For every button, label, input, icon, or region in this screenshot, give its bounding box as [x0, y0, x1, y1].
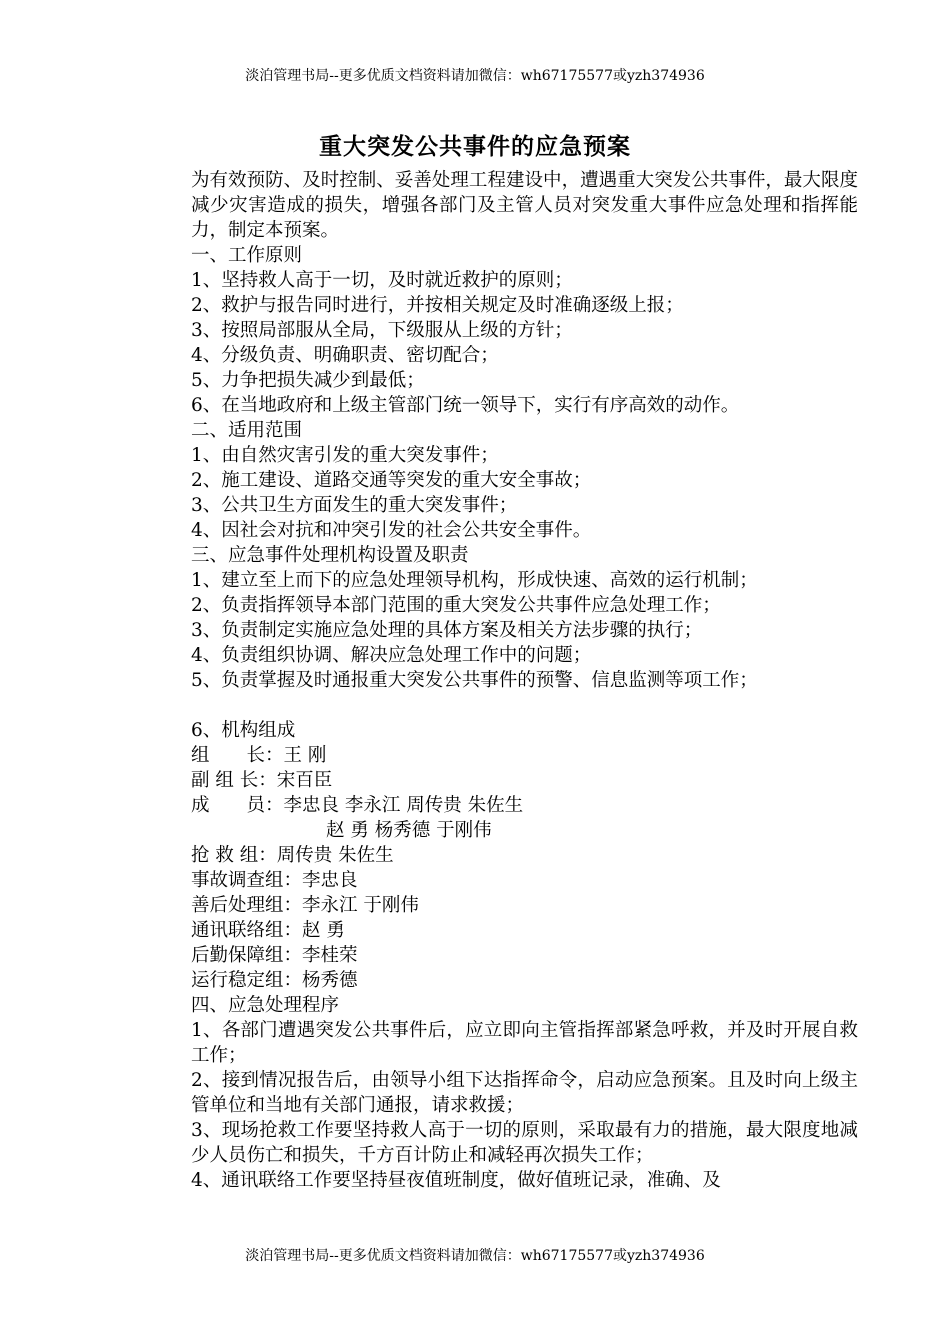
section-heading-organization: 三、应急事件处理机构设置及职责 — [191, 545, 469, 566]
principle-item: 1、坚持救人高于一切，及时就近救护的原则； — [191, 270, 573, 291]
blank-line — [146, 693, 858, 718]
page-header-watermark: 淡泊管理书局--更多优质文档资料请加微信：wh67175577或yzh374936 — [245, 68, 705, 84]
procedure-item: 1、各部门遭遇突发公共事件后，应立即向主管指挥部紧急呼救，并及时开展自救工作； — [191, 1020, 858, 1066]
principle-item: 4、分级负责、明确职责、密切配合； — [191, 345, 499, 366]
page-footer-watermark: 淡泊管理书局--更多优质文档资料请加微信：wh67175577或yzh374936 — [245, 1248, 705, 1264]
section-heading-scope: 二、适用范围 — [191, 420, 303, 441]
principle-item: 2、救护与报告同时进行，并按相关规定及时准确逐级上报； — [191, 295, 684, 316]
duty-item: 4、负责组织协调、解决应急处理工作中的问题； — [191, 645, 592, 666]
org-members-continued: 赵 勇 杨秀德 于刚伟 — [326, 820, 492, 841]
scope-item: 2、施工建设、道路交通等突发的重大安全事故； — [191, 470, 592, 491]
org-members: 成 员：李忠良 李永江 周传贵 朱佐生 — [191, 795, 524, 816]
org-deputy-leader: 副 组 长：宋百臣 — [191, 770, 333, 791]
procedure-item: 2、接到情况报告后，由领导小组下达指挥命令，启动应急预案。且及时向上级主管单位和当地有关部门通报，请求救援； — [191, 1070, 858, 1116]
scope-item: 4、因社会对抗和冲突引发的社会公共安全事件。 — [191, 520, 592, 541]
org-rescue-team: 抢 救 组：周传贵 朱佐生 — [191, 845, 394, 866]
principle-item: 3、按照局部服从全局，下级服从上级的方针； — [191, 320, 573, 341]
org-logistics-team: 后勤保障组：李桂荣 — [191, 945, 358, 966]
document-title: 重大突发公共事件的应急预案 — [319, 134, 631, 160]
org-investigation-team: 事故调查组：李忠良 — [191, 870, 358, 891]
duty-item: 3、负责制定实施应急处理的具体方案及相关方法步骤的执行； — [191, 620, 703, 641]
duty-item: 5、负责掌握及时通报重大突发公共事件的预警、信息监测等项工作； — [191, 670, 758, 691]
duty-item: 1、建立至上而下的应急处理领导机构，形成快速、高效的运行机制； — [191, 570, 758, 591]
org-communication-team: 通讯联络组：赵 勇 — [191, 920, 345, 941]
section-heading-procedure: 四、应急处理程序 — [191, 995, 340, 1016]
org-leader: 组 长：王 刚 — [191, 745, 327, 766]
document-body — [146, 168, 858, 1193]
procedure-item: 4、通讯联络工作要坚持昼夜值班制度，做好值班记录，准确、及 — [191, 1170, 721, 1191]
principle-item: 5、力争把损失减少到最低； — [191, 370, 425, 391]
principle-item: 6、在当地政府和上级主管部门统一领导下，实行有序高效的动作。 — [191, 395, 740, 416]
duty-item: 2、负责指挥领导本部门范围的重大突发公共事件应急处理工作； — [191, 595, 721, 616]
section-heading-principles: 一、工作原则 — [191, 245, 303, 266]
org-stability-team: 运行稳定组：杨秀德 — [191, 970, 358, 991]
duty-item: 6、机构组成 — [191, 720, 296, 741]
org-aftermath-team: 善后处理组：李永江 于刚伟 — [191, 895, 419, 916]
procedure-item: 3、现场抢救工作要坚持救人高于一切的原则，采取最有力的措施，最大限度地减少人员伤亡和损失，千方百计防止和减轻再次损失工作； — [191, 1120, 858, 1166]
scope-item: 1、由自然灾害引发的重大突发事件； — [191, 445, 499, 466]
scope-item: 3、公共卫生方面发生的重大突发事件； — [191, 495, 518, 516]
intro-paragraph: 为有效预防、及时控制、妥善处理工程建设中，遭遇重大突发公共事件，最大限度减少灾害造成的损失，增强各部门及主管人员对突发重大事件应急处理和指挥能力，制定本预案。 — [191, 170, 858, 241]
